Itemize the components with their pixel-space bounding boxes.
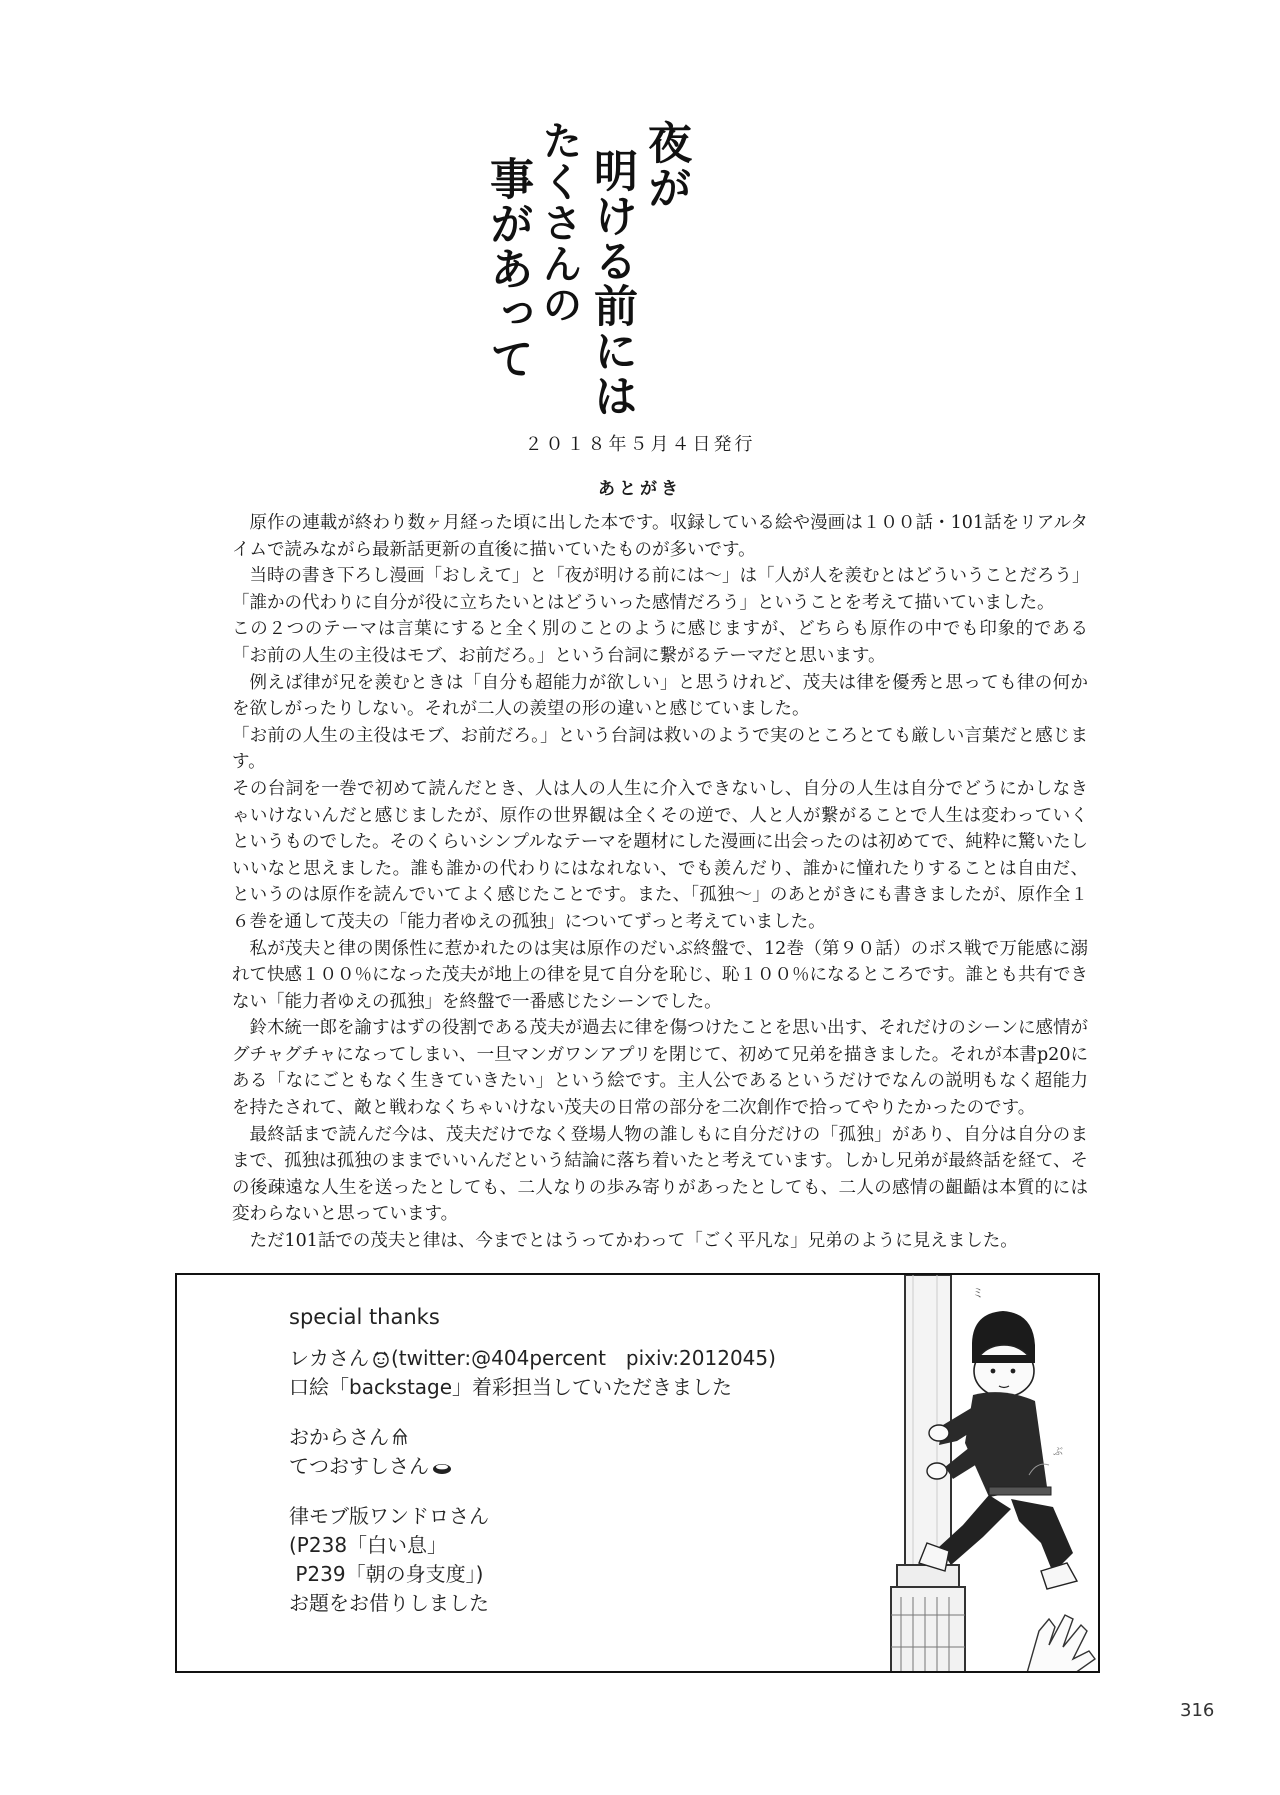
thanks-line: [289, 1452, 889, 1481]
afterword-paragraph: その台詞を一巻で初めて読んだとき、人は人の人生に介入できないし、自分の人生は自分でどうにかしなきゃいけないんだと感じましたが、原作の世界観は全くその逆で、人と人が繋がることで人生は変わっていくというものでした。そのくらいシンプルなテーマを題材にした漫画に出会ったのは初めてで、純粋に驚いたしいいなと思えました。誰も誰かの代わりにはなれない、でも羨んだり、誰かに憧れたりすることは自由だ、というのは原作を読んでいてよく感じたことです。また、「孤独〜」のあとがきにも書きましたが、原作全１６巻を通して茂夫の「能力者ゆえの孤独」についてずっと考えていました。: [232, 778, 1089, 932]
afterword-paragraph: 原作の連載が終わり数ヶ月経った頃に出した本です。収録している絵や漫画は１００話・101話をリアルタイムで読みながら最新話更新の直後に描いていたものが多いです。: [232, 513, 1088, 560]
afterword-paragraph: 例えば律が兄を羨むときは「自分も超能力が欲しい」と思うけれど、茂夫は律を優秀と思っても律の何かを欲しがったりしない。それが二人の羨望の形の違いと感じていました。: [232, 672, 1088, 720]
thanks-line: お題をお借りしました: [289, 1591, 489, 1615]
boy-climbing-pole-illustration: [877, 1275, 1099, 1673]
afterword-paragraph: この２つのテーマは言葉にすると全く別のことのように感じますが、どちらも原作の中でも印象的である「お前の人生の主役はモブ、お前だろ。」という台詞に繋がるテーマだと思います。: [232, 619, 1088, 666]
title-column-2: 明ける前には: [586, 148, 637, 418]
afterword-paragraph: 「誰かの代わりに自分が役に立ちたいとはどういった感情だろう」ということを考えて描いていました。: [232, 592, 1055, 613]
afterword-paragraph: ただ101話での茂夫と律は、今までとはうってかわって「ごく平凡な」兄弟のように見えました。: [249, 1231, 1018, 1252]
afterword-paragraph: 鈴木統一郎を諭すはずの役割である茂夫が過去に律を傷つけたことを思い出す、それだけのシーンに感情がグチャグチャになってしまい、一旦マンガワンアプリを閉じて、初めて兄弟を描きました。それが本書p20にある「なにごともなく生きていきたい」という絵です。主人公であるというだけでなんの説明もなく超能力を持たされて、敵と戦わなくちゃいけない茂夫の日常の部分を二次創作で拾ってやりたかったのです。: [232, 1018, 1088, 1119]
title-column-3: たくさんの: [536, 120, 583, 325]
afterword-paragraph: 最終話まで読んだ今は、茂夫だけでなく登場人物の誰しもに自分だけの「孤独」があり、自分は自分のままで、孤独は孤独のままでいいんだという結論に落ち着いたと考えています。しかし兄弟が最終話を経て、その後疎遠な人生を送ったとしても、二人なりの歩み寄りがあったとしても、二人の感情の齟齬は本質的には変わらないと思っています。: [232, 1124, 1088, 1225]
smiley-doodle-icon: [371, 1350, 391, 1368]
special-thanks-box: [175, 1273, 1100, 1673]
thanks-line: [289, 1423, 889, 1452]
thanks-line: 口絵「backstage」着彩担当していただきました: [289, 1375, 733, 1399]
afterword-paragraph: 私が茂夫と律の関係性に惹かれたのは実は原作のだいぶ終盤で、12巻（第９０話）のボス戦で万能感に溺れて快感１００％になった茂夫が地上の律を見て自分を恥じ、恥１００％になるところです。誰とも共有できない「能力者ゆえの孤独」を終盤で一番感じたシーンでした。: [232, 938, 1088, 1012]
thanks-line: [289, 1344, 889, 1373]
svg-text:ぶ: ぶ: [1053, 1447, 1063, 1458]
thanks-line: P239「朝の身支度」): [289, 1562, 484, 1586]
page-number: 316: [1180, 1700, 1215, 1721]
thanks-name: おからさん: [289, 1425, 389, 1449]
special-thanks-text: [289, 1303, 889, 1618]
thanks-line: 律モブ版ワンドロさん: [289, 1504, 489, 1528]
afterword-paragraph: 当時の書き下ろし漫画「おしえて」と「夜が明ける前には〜」は「人が人を羨むとはどういうことだろう」: [249, 566, 1090, 587]
sushi-doodle-icon: [431, 1460, 453, 1476]
title-column-4: 事があって: [482, 156, 533, 381]
squid-doodle-icon: [391, 1427, 409, 1447]
afterword-paragraph: 「お前の人生の主役はモブ、お前だろ。」という台詞は救いのようで実のところとても厳しい言葉だと感じます。: [232, 725, 1088, 773]
afterword-heading: あとがき: [598, 479, 682, 499]
book-title: [460, 120, 690, 420]
publication-date: ２０１８年５月４日発行: [524, 434, 756, 455]
title-column-1: 夜が: [640, 120, 691, 210]
svg-text:ミ: ミ: [972, 1286, 985, 1300]
thanks-line: (P238「白い息」: [289, 1533, 448, 1557]
afterword-body: [232, 510, 1088, 1255]
thanks-accounts: (twitter:@404percent pixiv:2012045): [391, 1346, 776, 1370]
special-thanks-title: special thanks: [289, 1305, 440, 1329]
thanks-name: レカさん: [289, 1346, 369, 1370]
thanks-name: てつおすしさん: [289, 1454, 429, 1478]
